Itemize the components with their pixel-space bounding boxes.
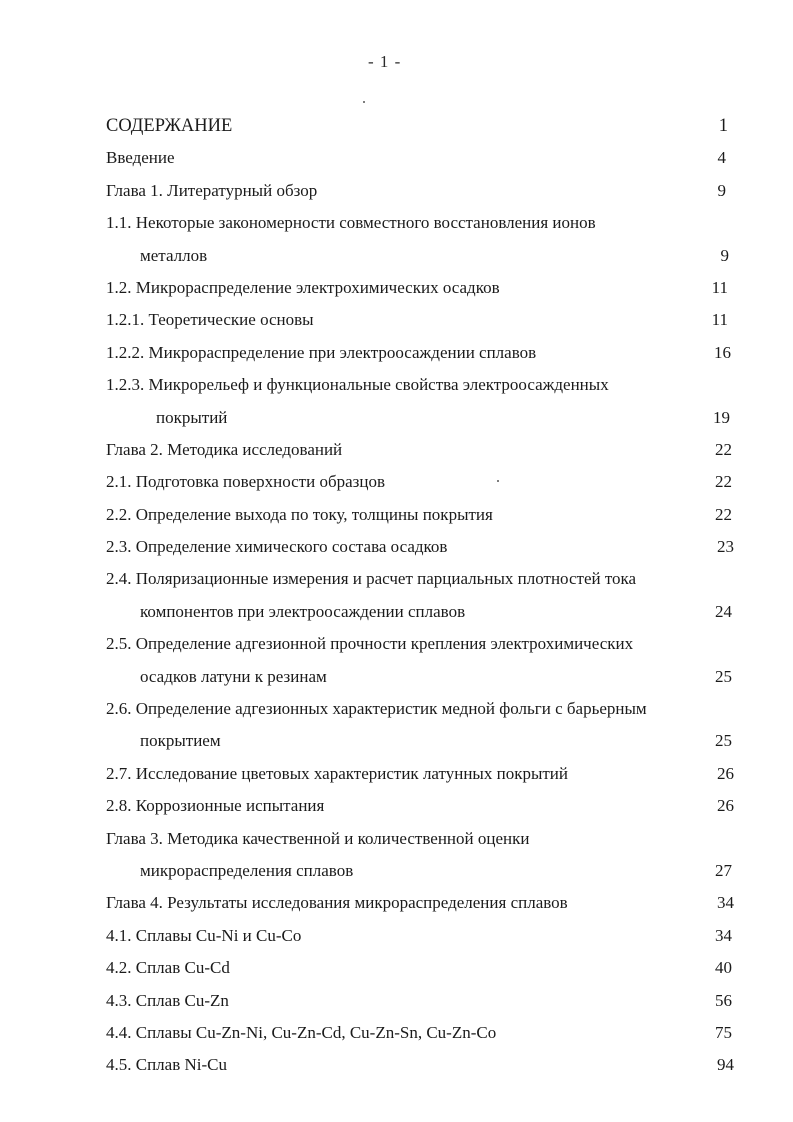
scan-speck xyxy=(363,101,365,103)
toc-entry xyxy=(106,175,736,207)
toc-entry-page: 11 xyxy=(711,277,728,297)
toc-entry-page: 22 xyxy=(715,472,732,492)
toc-entry-title: покрытий xyxy=(156,407,228,427)
toc-entry-page: 56 xyxy=(715,990,732,1010)
toc-entry xyxy=(106,1017,736,1049)
toc-entry-title: Глава 1. Литературный обзор xyxy=(106,180,318,200)
toc-entry-page: 16 xyxy=(714,342,731,362)
toc-entry-title: микрораспределения сплавов xyxy=(140,860,354,880)
toc-entry-page: 25 xyxy=(715,731,732,751)
toc-entry xyxy=(106,304,736,336)
toc-entry-title: 1.2.3. Микрорельеф и функциональные свойства электроосажденных xyxy=(106,375,609,395)
toc-entry-title: 1.2. Микрораспределение электрохимических осадков xyxy=(106,277,500,297)
toc-entry-title: осадков латуни к резинам xyxy=(140,666,327,686)
toc-entry xyxy=(106,531,736,563)
toc-entry-title: покрытием xyxy=(140,731,221,751)
toc-entry-page: 40 xyxy=(715,958,732,978)
toc-entry-page: 19 xyxy=(713,407,730,427)
toc-entry-page: 26 xyxy=(717,763,734,783)
toc-entry-page: 25 xyxy=(715,666,732,686)
toc-entry-page: 4 xyxy=(717,148,726,168)
toc-entry-title: 2.6. Определение адгезионных характеристик медной фольги с барьерным xyxy=(106,699,647,719)
toc-entry xyxy=(106,693,736,725)
toc-entry-page: 22 xyxy=(715,439,732,459)
toc-entry-continuation xyxy=(106,402,736,434)
toc-entry-title: Глава 3. Методика качественной и количественной оценки xyxy=(106,828,530,848)
toc-entry-title: 4.1. Сплавы Cu-Ni и Cu-Co xyxy=(106,925,302,945)
toc-entry-page: 34 xyxy=(715,925,732,945)
toc-entry xyxy=(106,434,736,466)
toc-entry-title: 2.3. Определение химического состава осадков xyxy=(106,537,448,557)
toc-entry xyxy=(106,628,736,660)
toc-entry-page: 75 xyxy=(715,1022,732,1042)
toc-entry-page: 11 xyxy=(711,310,728,330)
toc-entry-page: 1 xyxy=(718,116,728,136)
toc-entry-title: 2.2. Определение выхода по току, толщины покрытия xyxy=(106,504,493,524)
toc-entry xyxy=(106,790,736,822)
toc-entry-title: 2.5. Определение адгезионной прочности крепления электрохимических xyxy=(106,634,634,654)
toc-entry xyxy=(106,142,736,174)
toc-entry-continuation xyxy=(106,240,736,272)
toc-entry-title: 1.2.2. Микрораспределение при электроосаждении сплавов xyxy=(106,342,537,362)
toc-entry-title: 4.5. Сплав Ni-Cu xyxy=(106,1055,227,1075)
toc-entry xyxy=(106,563,736,595)
page-number: - 1 - xyxy=(368,52,402,71)
toc-entry-title: 2.4. Поляризационные измерения и расчет парциальных плотностей тока xyxy=(106,569,637,589)
table-of-contents xyxy=(106,110,736,1082)
toc-entry xyxy=(106,952,736,984)
toc-entry xyxy=(106,823,736,855)
toc-entry-continuation xyxy=(106,661,736,693)
toc-entry-title: металлов xyxy=(140,245,208,265)
toc-entry-page: 26 xyxy=(717,796,734,816)
toc-entry-continuation xyxy=(106,596,736,628)
toc-entry-title: 1.1. Некоторые закономерности совместного восстановления ионов xyxy=(106,213,596,233)
toc-entry xyxy=(106,758,736,790)
toc-entry-title: Глава 2. Методика исследований xyxy=(106,439,343,459)
toc-entry-page: 22 xyxy=(715,504,732,524)
toc-entry-title: СОДЕРЖАНИЕ xyxy=(106,116,233,136)
toc-entry xyxy=(106,887,736,919)
toc-entry xyxy=(106,272,736,304)
toc-entry-page: 27 xyxy=(715,860,732,880)
toc-entry xyxy=(106,466,736,498)
toc-entry xyxy=(106,499,736,531)
toc-entry xyxy=(106,1049,736,1081)
toc-entry-title: 4.4. Сплавы Cu-Zn-Ni, Cu-Zn-Cd, Cu-Zn-Sn, Cu-Zn-Co xyxy=(106,1022,497,1042)
toc-entry-page: 9 xyxy=(720,245,729,265)
toc-entry xyxy=(106,337,736,369)
toc-entry-title: 4.2. Сплав Cu-Cd xyxy=(106,958,230,978)
toc-entry xyxy=(106,985,736,1017)
toc-entry-page: 23 xyxy=(717,537,734,557)
toc-entry-continuation xyxy=(106,725,736,757)
toc-entry-title: 2.1. Подготовка поверхности образцов xyxy=(106,472,385,492)
toc-entry-title: 2.7. Исследование цветовых характеристик латунных покрытий xyxy=(106,763,569,783)
toc-entry-title: 2.8. Коррозионные испытания xyxy=(106,796,325,816)
toc-entry xyxy=(106,369,736,401)
toc-entry-title: 1.2.1. Теоретические основы xyxy=(106,310,314,330)
toc-entry-title: Глава 4. Результаты исследования микрораспределения сплавов xyxy=(106,893,568,913)
toc-entry-title: Введение xyxy=(106,148,175,168)
toc-entry-page: 9 xyxy=(717,180,726,200)
toc-entry xyxy=(106,920,736,952)
toc-entry-page: 34 xyxy=(717,893,734,913)
toc-entry-title: 4.3. Сплав Cu-Zn xyxy=(106,990,229,1010)
toc-entry-page: 24 xyxy=(715,601,732,621)
toc-entry-continuation xyxy=(106,855,736,887)
toc-entry-title: компонентов при электроосаждении сплавов xyxy=(140,601,466,621)
toc-entry xyxy=(106,207,736,239)
toc-entry-page: 94 xyxy=(717,1055,734,1075)
toc-heading xyxy=(106,110,736,142)
